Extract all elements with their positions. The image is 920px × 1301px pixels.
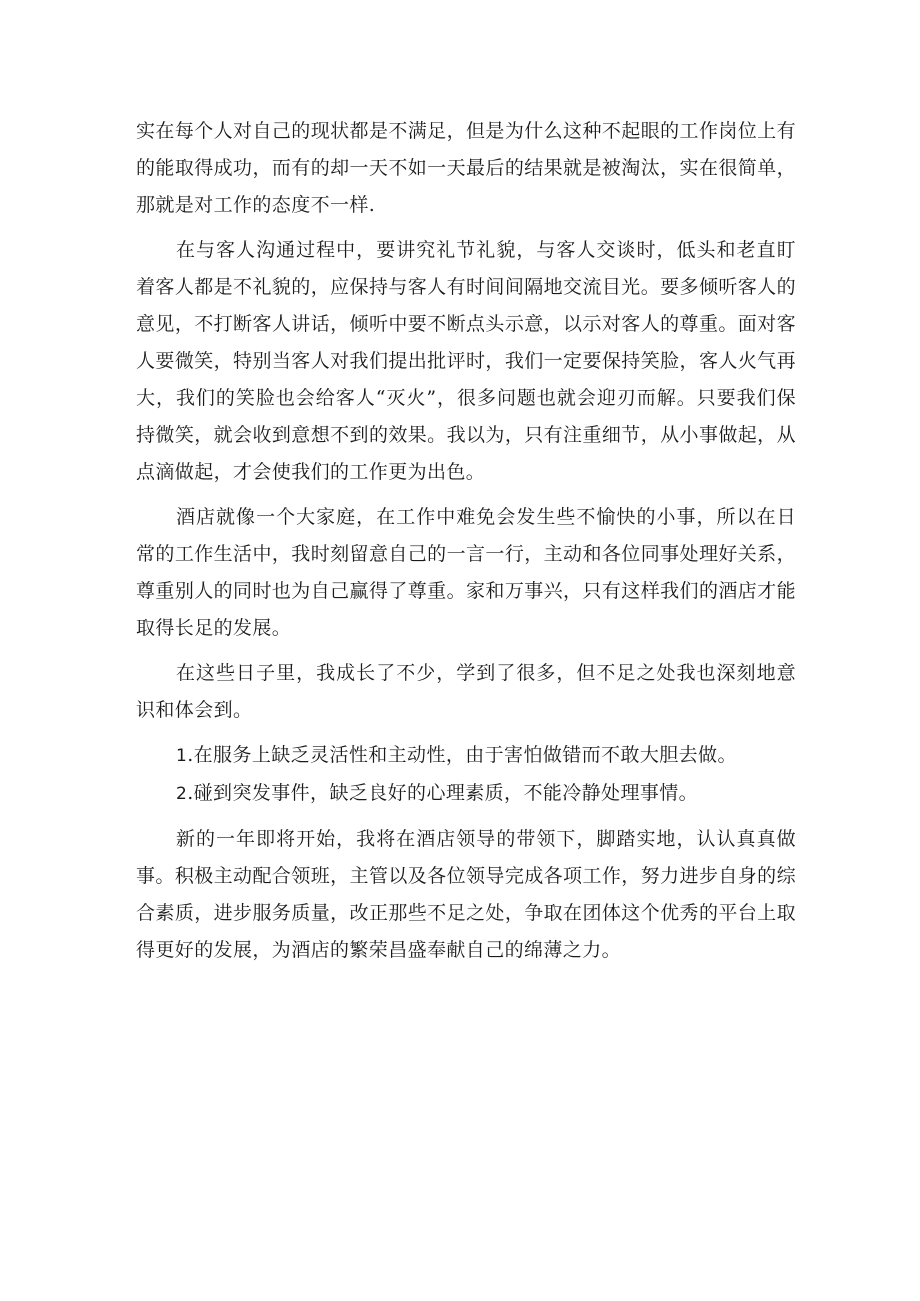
document-body [136, 113, 796, 977]
paragraph-growth: 在这些日子里，我成长了不少，学到了很多，但不足之处我也深刻地意识和体会到。 [136, 662, 796, 721]
spacer [136, 813, 796, 821]
list-item-number: 2 [176, 784, 188, 804]
paragraph-closing: 新的一年即将开始，我将在酒店领导的带领下，脚踏实地，认认真真做事。积极主动配合领班，主管以及各位领导完成各项工作，努力进步自身的综合素质，进步服务质量，改正那些不足之处，争取在团体这个优秀的平台上取得更好的发展，为酒店的繁荣昌盛奉献自己的绵薄之力。 [136, 828, 796, 961]
list-item [136, 737, 796, 775]
paragraph-hotel-family: 酒店就像一个大家庭，在工作中难免会发生些不愉快的小事，所以在日常的工作生活中，我时刻留意自己的一言一行，主动和各位同事处理好关系，尊重别人的同时也为自己赢得了尊重。家和万事兴，只有这样我们的酒店才能取得长足的发展。 [136, 506, 796, 639]
list-item [136, 775, 796, 813]
paragraph-guest-communication: 在与客人沟通过程中，要讲究礼节礼貌，与客人交谈时，低头和老直盯着客人都是不礼貌的，应保持与客人有时间间隔地交流目光。要多倾听客人的意见，不打断客人讲话，倾听中要不断点头示意，以示对客人的尊重。面对客人要微笑，特别当客人对我们提出批评时，我们一定要保持笑脸，客人火气再大，我们的笑脸也会给客人“灭火”，很多问题也就会迎刃而解。只要我们保持微笑，就会收到意想不到的效果。我以为，只有注重细节，从小事做起，从点滴做起，才会使我们的工作更为出色。 [136, 239, 796, 483]
list-item-text: .在服务上缺乏灵活性和主动性，由于害怕做错而不敢大胆去做。 [187, 744, 737, 766]
paragraph-continuation: 实在每个人对自己的现状都是不满足，但是为什么这种不起眼的工作岗位上有的能取得成功，而有的却一天不如一天最后的结果就是被淘汰，实在很简单，那就是对工作的态度不一样. [136, 120, 796, 216]
list-item-text: .碰到突发事件，缺乏良好的心理素质，不能冷静处理事情。 [187, 782, 699, 804]
list-item-number: 1 [176, 746, 188, 766]
